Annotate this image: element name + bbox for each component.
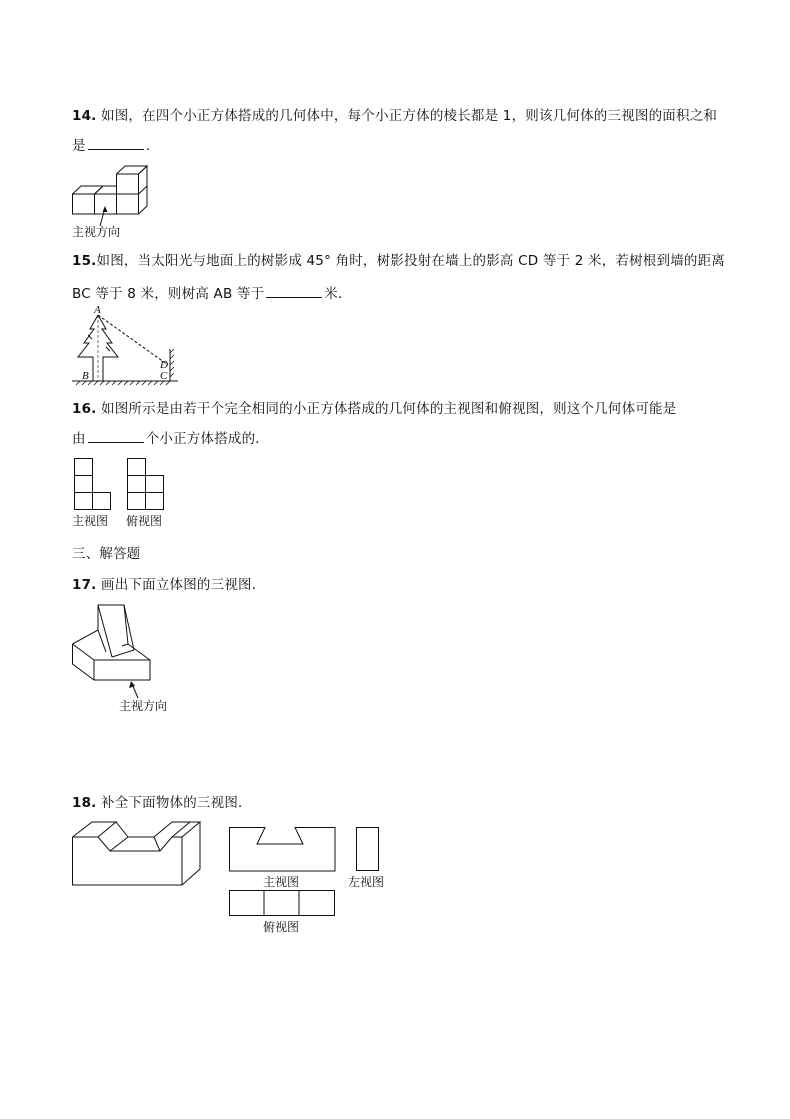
- q15-line1: [72, 249, 725, 269]
- q15-tree-figure: [72, 305, 182, 387]
- q16-answer-blank[interactable]: [88, 430, 144, 443]
- q14-period: .: [145, 138, 151, 154]
- q18-left-view: [356, 827, 380, 873]
- q15-label-d: D: [160, 359, 168, 371]
- q18-left-caption: 左视图: [348, 875, 385, 889]
- q17-solid-figure: [72, 602, 154, 700]
- q15-label-a: A: [94, 304, 101, 316]
- q15-number: 15.: [72, 253, 97, 269]
- q16-text: 如图所示是由若干个完全相同的小正方体搭成的几何体的主视图和俯视图，则这个几何体可能是: [101, 401, 677, 417]
- q18-line: [72, 791, 252, 811]
- q15-answer-blank[interactable]: [266, 285, 322, 298]
- q14-caption: 主视方向: [72, 225, 121, 239]
- q14-answer-blank[interactable]: [88, 137, 144, 150]
- q15-unit: 米．: [324, 286, 352, 302]
- q15-line2: [72, 282, 352, 302]
- q16-line1: [72, 397, 676, 417]
- q17-text: 画出下面立体图的三视图．: [101, 577, 266, 593]
- q16-front-view: [74, 458, 112, 512]
- section-title: 三、解答题: [72, 546, 141, 562]
- q16-line2: [72, 427, 269, 447]
- q18-solid-figure: [72, 819, 204, 889]
- q18-front-caption: 主视图: [263, 875, 300, 889]
- q18-top-view[interactable]: [229, 890, 337, 918]
- q15-label-b: B: [82, 370, 89, 382]
- q16-text-end: 个小正方体搭成的．: [145, 431, 270, 447]
- q14-cube-figure: [72, 162, 162, 220]
- q15-label-c: C: [160, 370, 168, 382]
- q14-text-cont: 是: [72, 138, 86, 154]
- q15-text: 如图，当太阳光与地面上的树影成 45° 角时，树影投射在墙上的影高 CD 等于 2 米，若树根到墙的距离: [96, 253, 726, 269]
- q14-text: 如图，在四个小正方体搭成的几何体中，每个小正方体的棱长都是 1，则该几何体的三视图的面积之和: [101, 108, 718, 124]
- q16-top-view: [127, 458, 165, 512]
- q18-front-view: [229, 827, 337, 873]
- q18-top-caption: 俯视图: [263, 920, 300, 934]
- q17-number: 17.: [72, 577, 97, 593]
- q14-line1: [72, 104, 717, 124]
- q18-number: 18.: [72, 795, 97, 811]
- q15-text-cont: BC 等于 8 米，则树高 AB 等于: [72, 286, 265, 302]
- q14-number: 14.: [72, 108, 97, 124]
- q17-caption: 主视方向: [119, 699, 168, 713]
- q16-front-caption: 主视图: [72, 514, 109, 528]
- q16-text-cont: 由: [72, 431, 86, 447]
- q18-text: 补全下面物体的三视图．: [101, 795, 252, 811]
- q16-number: 16.: [72, 401, 97, 417]
- q14-line2: [72, 134, 150, 154]
- q17-line: [72, 573, 265, 593]
- q16-top-caption: 俯视图: [126, 514, 163, 528]
